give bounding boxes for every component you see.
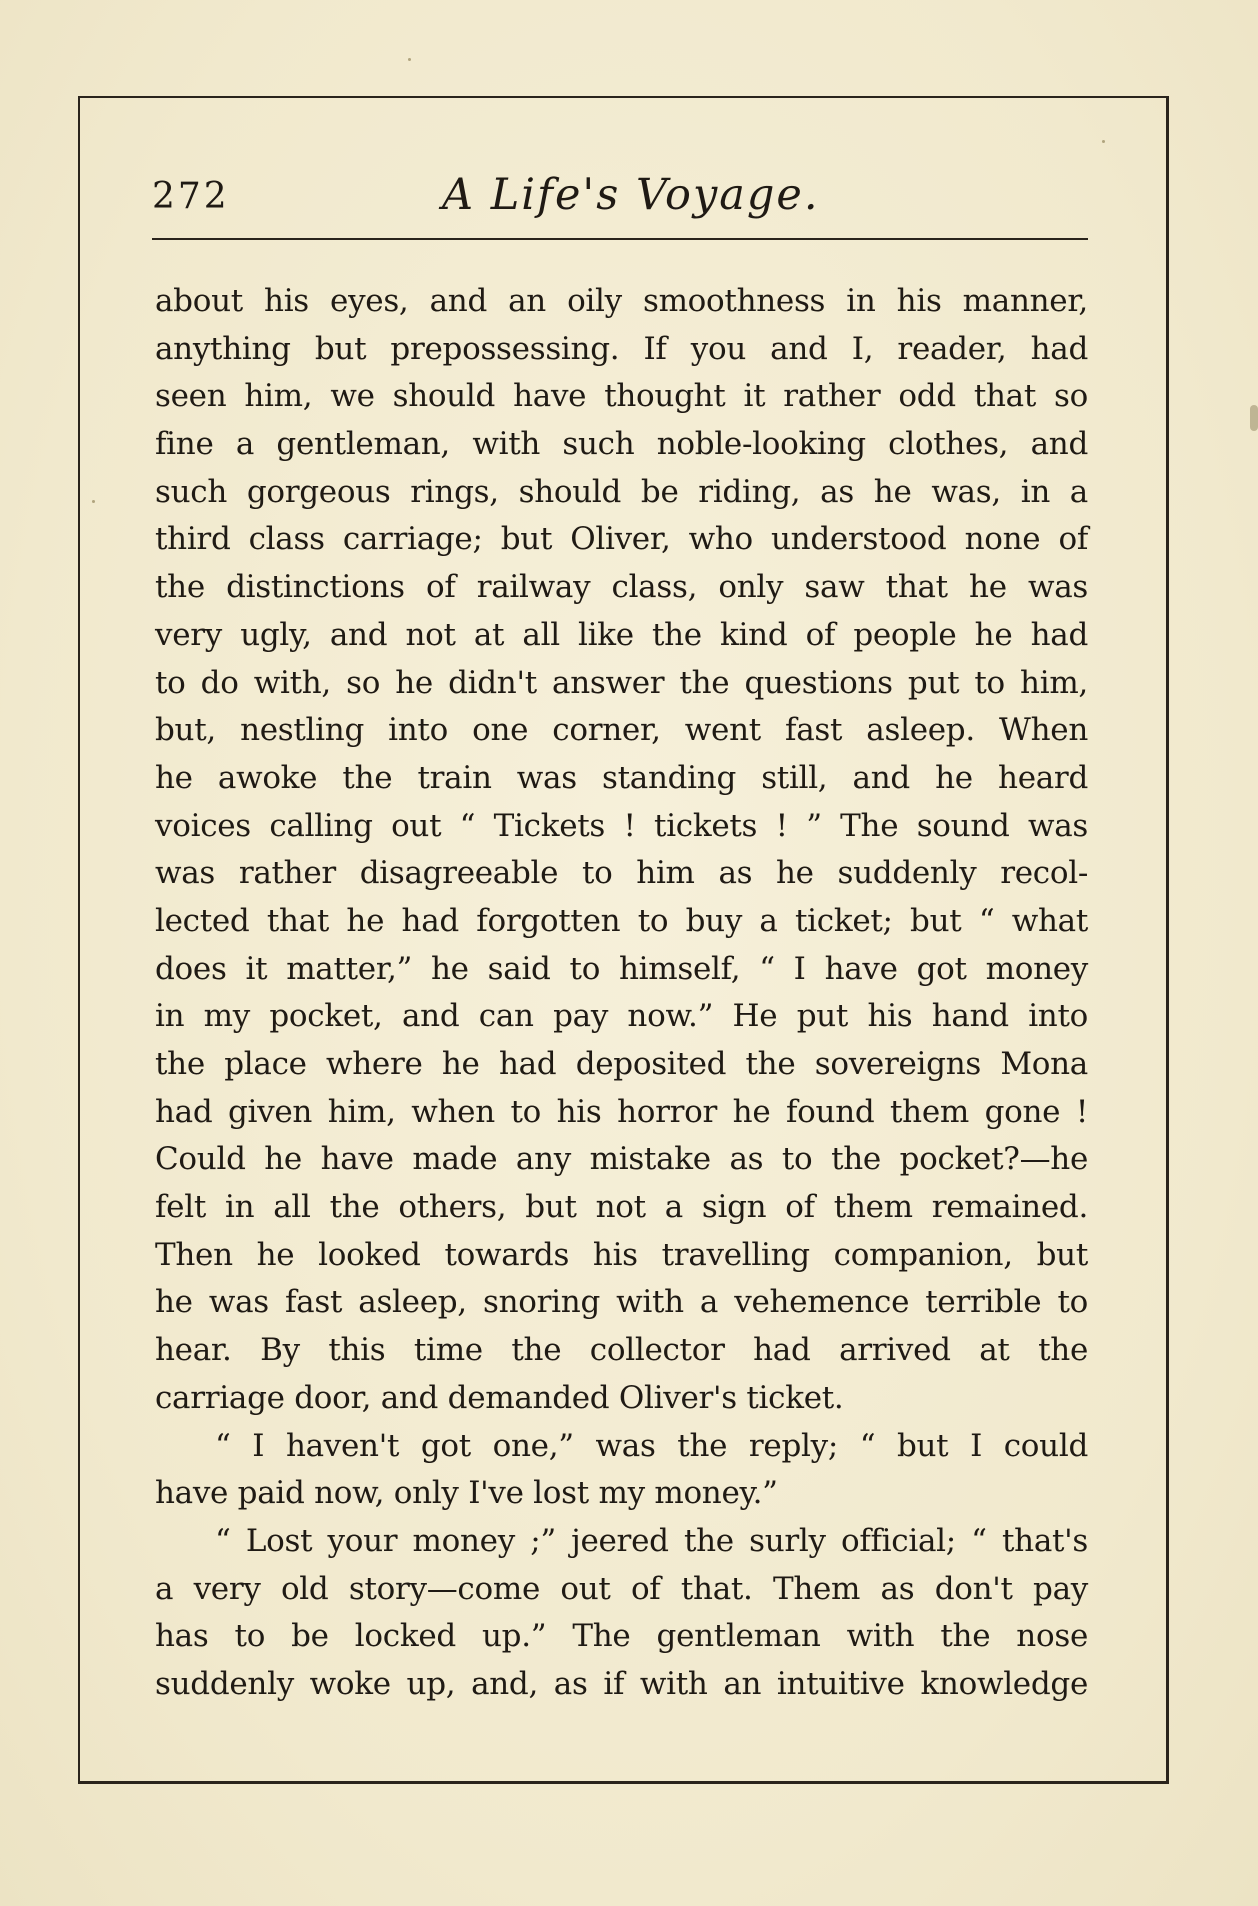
text-line: a very old story—come out of that. Them as don't pay bbox=[155, 1570, 1088, 1607]
header-rule bbox=[152, 238, 1088, 240]
text-line: voices calling out “ Tickets ! tickets ! ” The sound was bbox=[155, 807, 1088, 844]
text-line: the place where he had deposited the sovereigns Mona bbox=[155, 1046, 1088, 1082]
paper-speck bbox=[92, 500, 95, 503]
text-line: felt in all the others, but not a sign of them remained. bbox=[155, 1189, 1088, 1226]
text-line: was rather disagreeable to him as he suddenly recol- bbox=[155, 855, 1088, 892]
text-line: fine a gentleman, with such noble-looking clothes, and bbox=[155, 426, 1088, 463]
text-line: carriage door, and demanded Oliver's ticket. bbox=[155, 1379, 844, 1416]
text-line: but, nestling into one corner, went fast asleep. When bbox=[155, 712, 1088, 749]
text-line: hear. By this time the collector had arrived at the bbox=[155, 1332, 1088, 1369]
text-line: to do with, so he didn't answer the questions put to him, bbox=[155, 664, 1088, 701]
text-line: Could he have made any mistake as to the pocket?—he bbox=[155, 1141, 1088, 1178]
text-line: seen him, we should have thought it rather odd that so bbox=[155, 378, 1088, 415]
text-line: “ Lost your money ;” jeered the surly official; “ that's bbox=[215, 1522, 1088, 1559]
text-line: such gorgeous rings, should be riding, as he was, in a bbox=[155, 473, 1088, 510]
text-line: Then he looked towards his travelling companion, but bbox=[155, 1236, 1088, 1273]
text-line: the distinctions of railway class, only saw that he was bbox=[155, 569, 1088, 606]
text-line: has to be locked up.” The gentleman with the nose bbox=[155, 1618, 1088, 1655]
body-text bbox=[155, 278, 1088, 1702]
text-line: does it matter,” he said to himself, “ I have got money bbox=[155, 950, 1088, 987]
text-line: he awoke the train was standing still, and he heard bbox=[155, 759, 1088, 796]
text-line: very ugly, and not at all like the kind of people he had bbox=[155, 616, 1088, 653]
page-number: 272 bbox=[152, 176, 230, 217]
text-line: “ I haven't got one,” was the reply; “ but I could bbox=[215, 1427, 1088, 1464]
paper-speck bbox=[1102, 140, 1105, 143]
running-title: A Life's Voyage. bbox=[442, 170, 820, 220]
text-line: have paid now, only I've lost my money.” bbox=[155, 1475, 778, 1512]
text-line: about his eyes, and an oily smoothness in his manner, bbox=[155, 283, 1088, 319]
text-line: he was fast asleep, snoring with a vehemence terrible to bbox=[155, 1284, 1088, 1321]
running-head bbox=[152, 170, 1088, 236]
text-line: third class carriage; but Oliver, who understood none of bbox=[155, 521, 1088, 558]
text-line: anything but prepossessing. If you and I, reader, had bbox=[155, 330, 1088, 367]
text-line: in my pocket, and can pay now.” He put his hand into bbox=[155, 998, 1088, 1035]
margin-smudge bbox=[1250, 405, 1258, 431]
text-line: lected that he had forgotten to buy a ticket; but “ what bbox=[155, 902, 1088, 939]
paper-speck bbox=[408, 58, 411, 61]
text-line: had given him, when to his horror he found them gone ! bbox=[155, 1093, 1088, 1130]
text-line: suddenly woke up, and, as if with an intuitive knowledge bbox=[155, 1665, 1088, 1702]
